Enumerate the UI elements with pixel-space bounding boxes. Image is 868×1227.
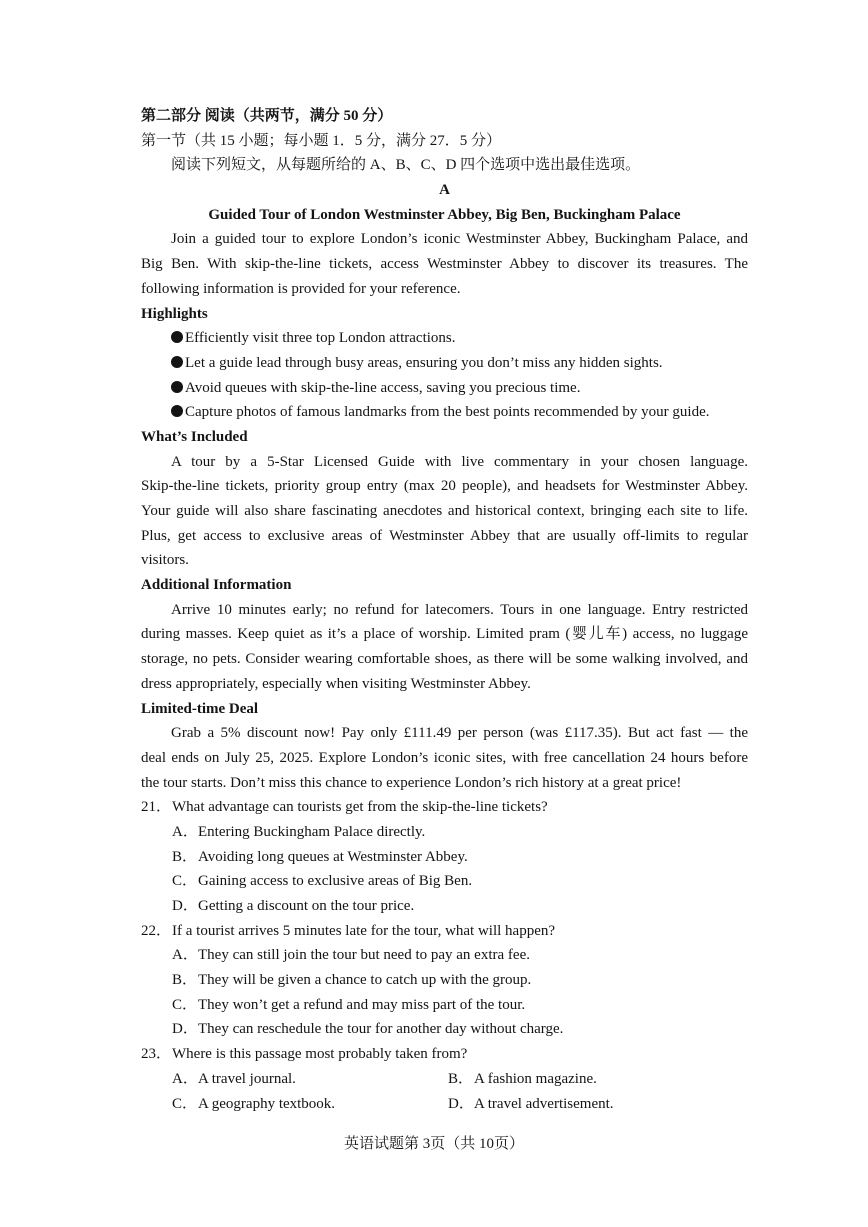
additional-line: Arrive 10 minutes early; no refund for latecomers. Tours in one language. Entry restricted — [171, 601, 748, 618]
deal-line: the tour starts. Don’t miss this chance to experience London’s rich history at a great price! — [141, 774, 682, 791]
page-footer: 英语试题第 3页（共 10页） — [343, 1136, 524, 1152]
answer-option[interactable]: D．They can reschedule the tour for another day without charge. — [172, 1021, 564, 1038]
answer-option[interactable]: D．A travel advertisement. — [448, 1095, 614, 1112]
section-title: 第一节（共 15 小题；每小题 1．5 分，满分 27．5 分） — [141, 132, 502, 149]
additional-heading: Additional Information — [141, 577, 292, 594]
intro-line: following information is provided for your reference. — [141, 280, 461, 297]
answer-option-row — [141, 1092, 748, 1117]
answer-option[interactable]: A．They can still join the tour but need to pay an extra fee. — [172, 947, 530, 964]
highlight-item: Capture photos of famous landmarks from the best points recommended by your guide. — [141, 400, 748, 425]
bullet-dot-icon — [171, 356, 183, 368]
intro-line: Big Ben. With skip-the-line tickets, access Westminster Abbey to discover its treasures. The — [141, 256, 748, 273]
answer-option[interactable]: B．They will be given a chance to catch up with the group. — [172, 972, 532, 989]
additional-line: dress appropriately, especially when visiting Westminster Abbey. — [141, 675, 531, 692]
answer-option[interactable]: A．A travel journal. — [172, 1070, 296, 1087]
included-line: visitors. — [141, 552, 189, 569]
answer-option[interactable]: C．Gaining access to exclusive areas of Big Ben. — [172, 873, 473, 890]
highlight-item: Avoid queues with skip-the-line access, saving you precious time. — [141, 376, 748, 401]
highlight-item: Efficiently visit three top London attractions. — [141, 326, 748, 351]
answer-option-row — [141, 1067, 748, 1092]
answer-option[interactable]: C．A geography textbook. — [172, 1095, 336, 1112]
deal-heading: Limited-time Deal — [141, 700, 259, 717]
deal-line: deal ends on July 25, 2025. Explore London’s iconic sites, with free cancellation 24 hours before — [141, 749, 748, 766]
passage-title: Guided Tour of London Westminster Abbey, Big Ben, Buckingham Palace — [208, 206, 681, 223]
answer-option[interactable]: D．Getting a discount on the tour price. — [172, 898, 415, 914]
answer-option[interactable]: C．They won’t get a refund and may miss part of the tour. — [172, 996, 526, 1013]
intro-line: Join a guided tour to explore London’s iconic Westminster Abbey, Buckingham Palace, and — [171, 231, 748, 248]
included-line: Your guide will also share fascinating anecdotes and historical context, bringing each site to life. — [141, 503, 748, 519]
bullet-dot-icon — [171, 331, 183, 343]
part-title: 第二部分 阅读（共两节，满分 50 分） — [141, 108, 393, 124]
included-line: Skip-the-line tickets, priority group entry (max 20 people), and headsets for Westminster Abbey. — [141, 478, 748, 495]
question-stem: 22．If a tourist arrives 5 minutes late for the tour, what will happen? — [141, 922, 556, 939]
highlight-item: Let a guide lead through busy areas, ensuring you don’t miss any hidden sights. — [141, 351, 748, 376]
bullet-dot-icon — [171, 381, 183, 393]
additional-line: during masses. Keep quiet as it’s a place of worship. Limited pram (婴儿车) access, no luggage — [141, 626, 748, 643]
answer-option[interactable]: B．Avoiding long queues at Westminster Abbey. — [172, 848, 468, 865]
instruction: 阅读下列短文，从每题所给的 A、B、C、D 四个选项中选出最佳选项。 — [171, 157, 641, 174]
bullet-dot-icon — [171, 405, 183, 417]
passage-label: A — [439, 182, 450, 199]
included-heading: What’s Included — [141, 428, 248, 445]
question-stem: 23．Where is this passage most probably taken from? — [141, 1046, 468, 1063]
highlights-heading: Highlights — [141, 305, 208, 322]
additional-line: storage, no pets. Consider wearing comfortable shoes, as there will be some walking involved, and — [141, 651, 748, 668]
included-line: Plus, get access to exclusive areas of Westminster Abbey that are usually off-limits to regular — [141, 527, 748, 544]
answer-option[interactable]: B．A fashion magazine. — [448, 1070, 597, 1087]
question-stem: 21．What advantage can tourists get from the skip-the-line tickets? — [141, 799, 548, 816]
included-line: A tour by a 5-Star Licensed Guide with live commentary in your chosen language. — [171, 453, 748, 470]
page-content — [141, 104, 748, 1116]
answer-option[interactable]: A．Entering Buckingham Palace directly. — [172, 823, 426, 840]
deal-line: Grab a 5% discount now! Pay only £111.49 per person (was £117.35). But act fast — the — [171, 725, 748, 742]
